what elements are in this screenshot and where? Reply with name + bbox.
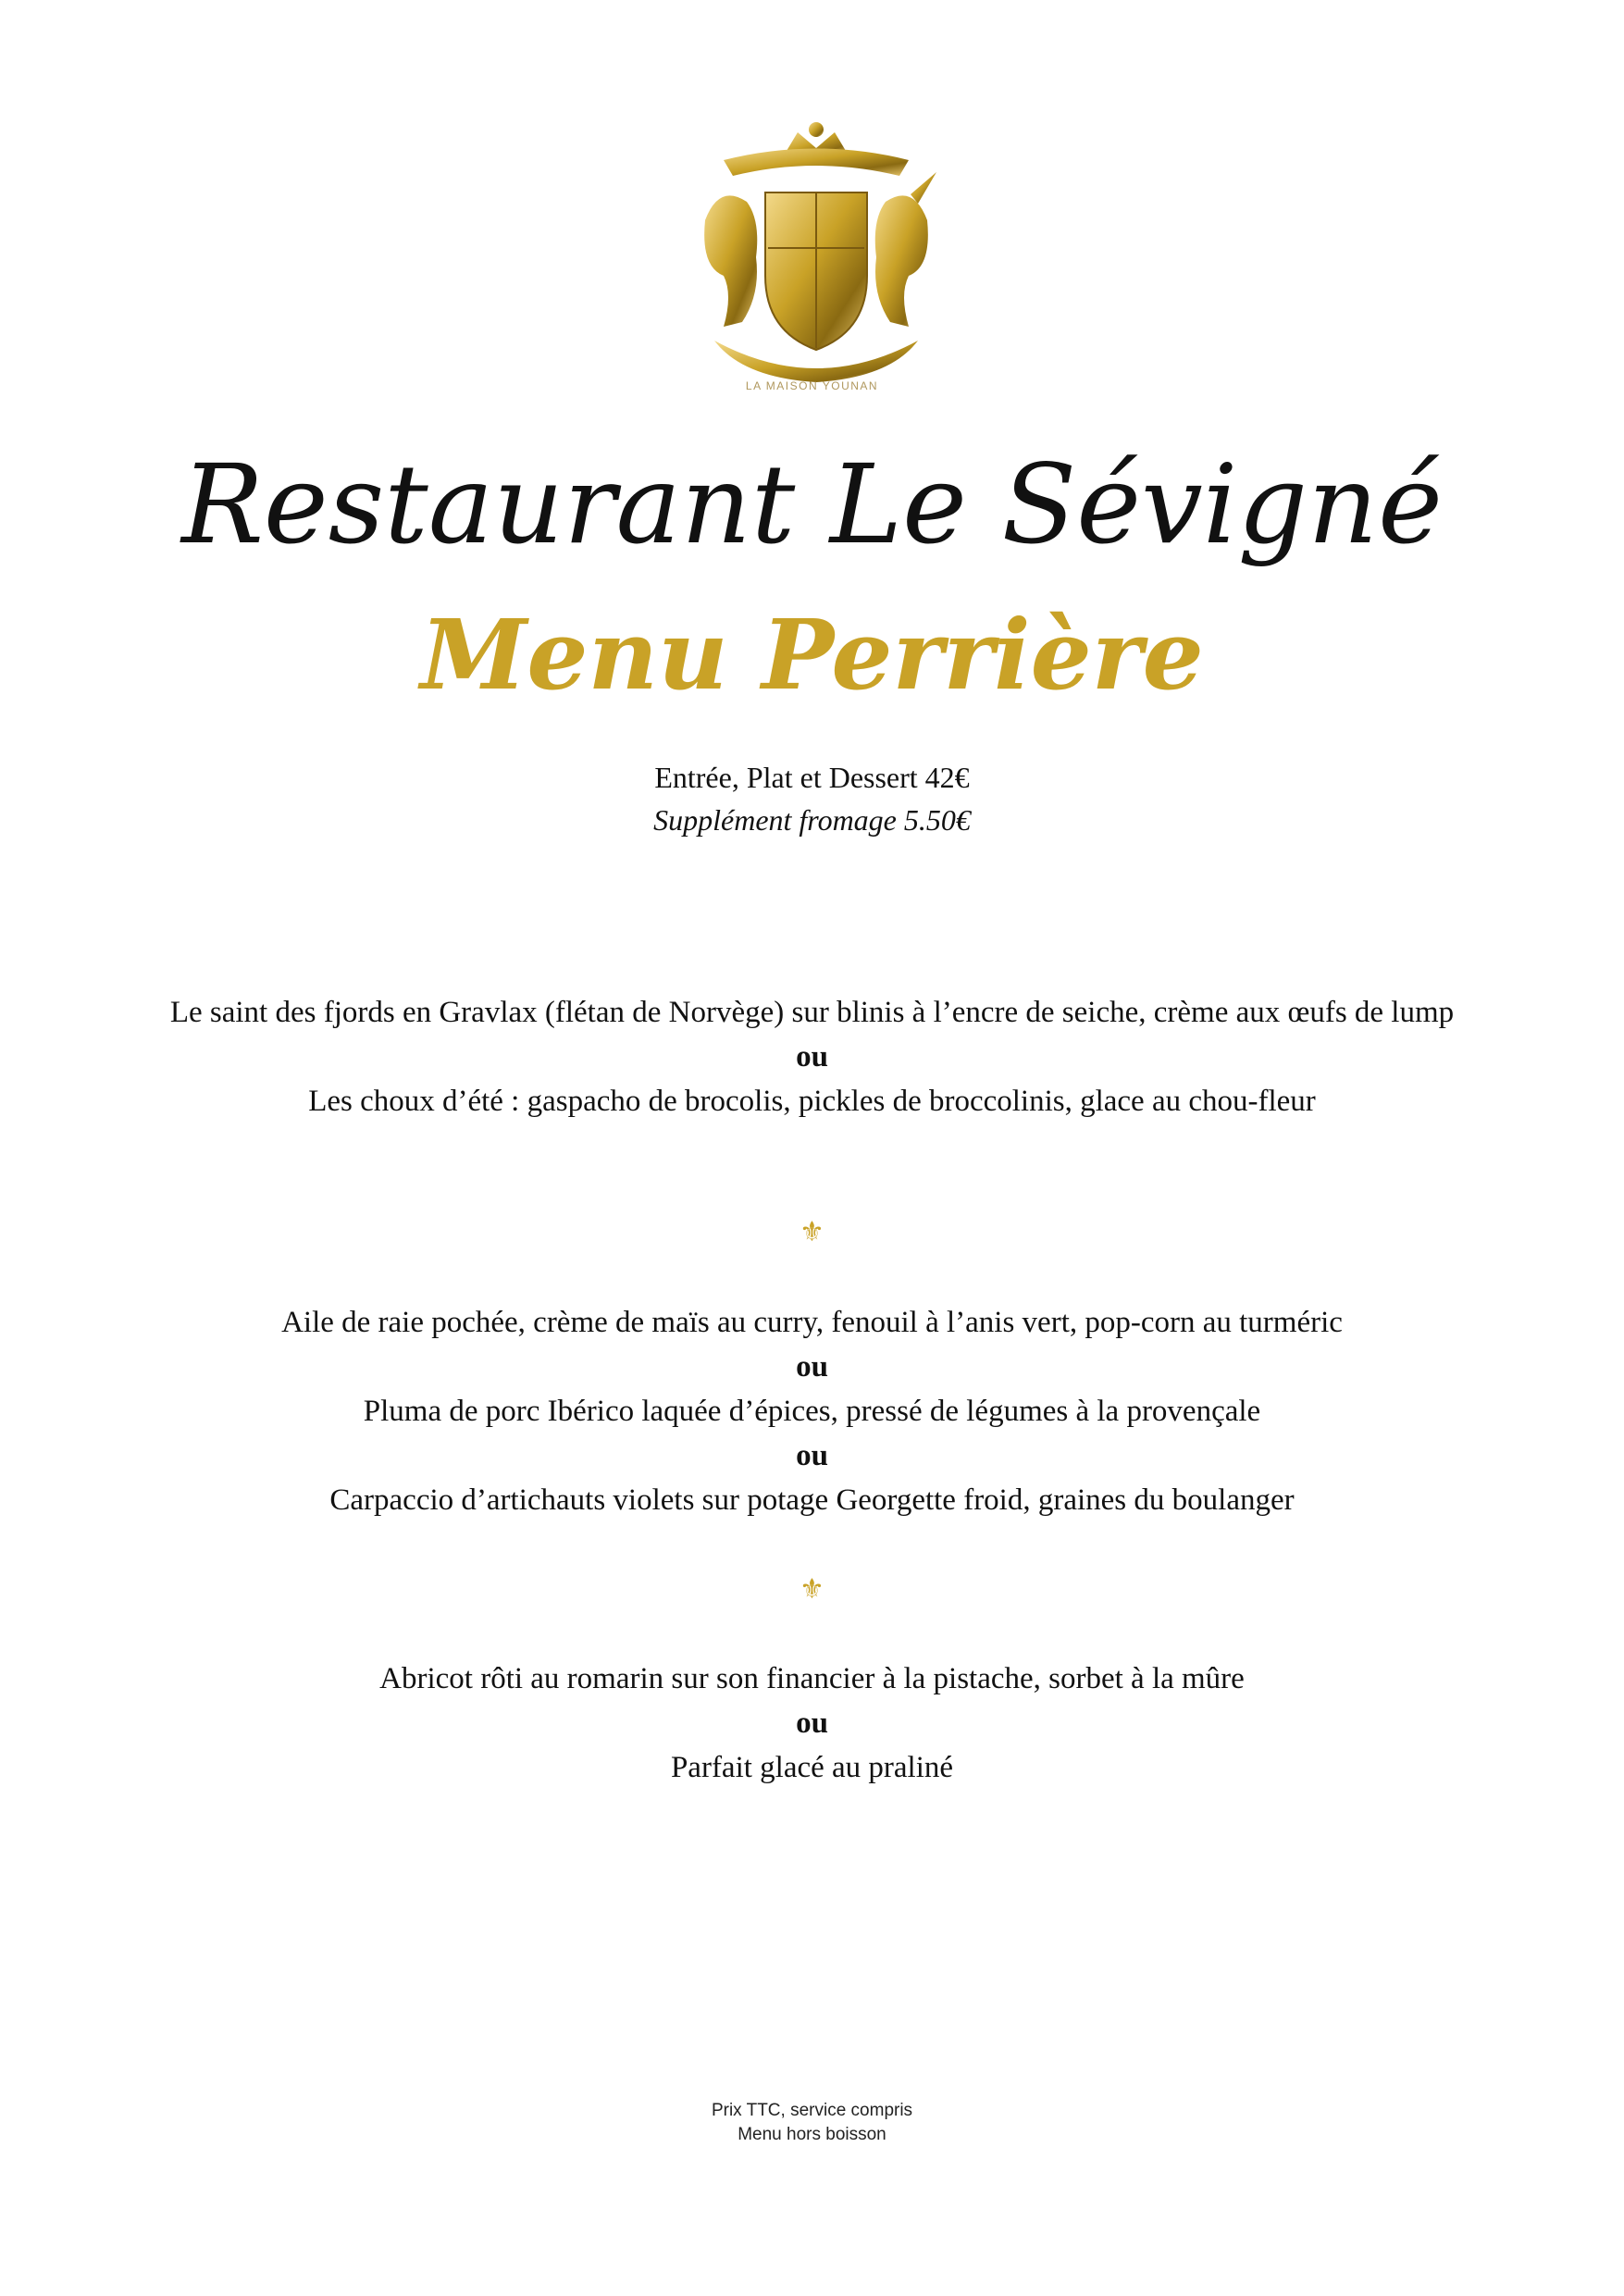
fleur-de-lis-icon: ⚜ xyxy=(800,1216,824,1248)
crest-caption: LA MAISON YOUNAN xyxy=(745,379,879,392)
coat-of-arms-logo xyxy=(668,118,964,405)
or-divider: ou xyxy=(796,1439,828,1472)
or-divider: ou xyxy=(796,1040,828,1074)
footer-notes xyxy=(0,2099,1624,2147)
main-option: Carpaccio d’artichauts violets sur potage Georgette froid, graines du boulanger xyxy=(329,1483,1295,1517)
main-option: Aile de raie pochée, crème de maïs au curry, fenouil à l’anis vert, pop-corn au turméric xyxy=(281,1306,1343,1339)
starters-section xyxy=(130,990,1494,1123)
mains-section xyxy=(130,1300,1494,1522)
menu-price: Entrée, Plat et Dessert 42€ xyxy=(654,761,970,794)
menu-title: Menu Perrière xyxy=(420,598,1204,712)
fleur-de-lis-icon: ⚜ xyxy=(800,1573,824,1606)
dessert-option: Parfait glacé au praliné xyxy=(670,1751,954,1784)
or-divider: ou xyxy=(796,1350,828,1384)
or-divider: ou xyxy=(796,1706,828,1740)
restaurant-title: Restaurant Le Sévigné xyxy=(181,441,1443,568)
desserts-section xyxy=(130,1657,1494,1790)
beverage-note: Menu hors boisson xyxy=(738,2125,886,2144)
main-option: Pluma de porc Ibérico laquée d’épices, pressé de légumes à la provençale xyxy=(363,1395,1261,1428)
price-note: Prix TTC, service compris xyxy=(711,2101,913,2120)
dessert-option: Abricot rôti au romarin sur son financier à la pistache, sorbet à la mûre xyxy=(379,1662,1245,1695)
starter-option: Les choux d’été : gaspacho de brocolis, pickles de broccolinis, glace au chou-fleur xyxy=(308,1085,1316,1118)
starter-option: Le saint des fjords en Gravlax (flétan de Norvège) sur blinis à l’encre de seiche, crème aux œufs de lump xyxy=(169,996,1455,1029)
cheese-supplement: Supplément fromage 5.50€ xyxy=(653,803,971,837)
